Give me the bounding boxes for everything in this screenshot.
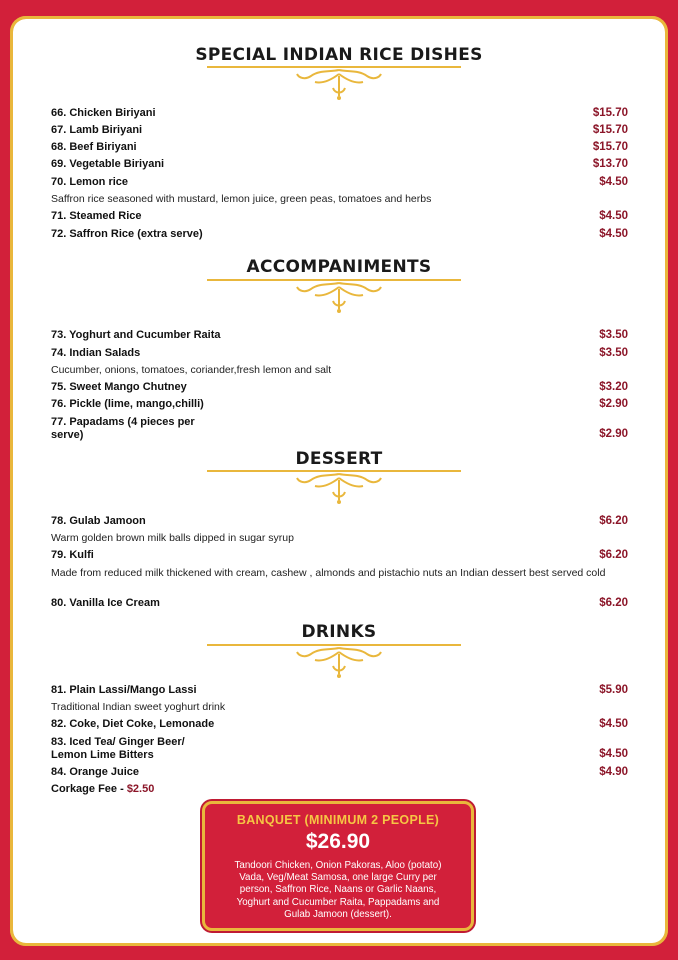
ornament-icon — [289, 470, 389, 506]
ornament-icon — [289, 66, 389, 102]
ornament-icon — [289, 644, 389, 680]
menu-item-price: $2.90 — [599, 428, 628, 440]
menu-item-name: 75. Sweet Mango Chutney — [51, 381, 187, 393]
menu-item-name: 71. Steamed Rice — [51, 210, 142, 222]
menu-item-name: 68. Beef Biriyani — [51, 141, 137, 153]
menu-item-name: 80. Vanilla Ice Cream — [51, 597, 160, 609]
menu-item-price: $5.90 — [599, 684, 628, 696]
menu-item-price: $15.70 — [592, 107, 628, 119]
menu-item-name: 74. Indian Salads — [51, 347, 141, 359]
frame-corner — [10, 913, 43, 946]
menu-item-description: Saffron rice seasoned with mustard, lemon juice, green peas, tomatoes and herbs — [51, 193, 432, 205]
menu-item-name: 70. Lemon rice — [51, 176, 129, 188]
banquet-title: BANQUET (MINIMUM 2 PEOPLE) — [236, 813, 440, 827]
menu-item-name: 79. Kulfi — [51, 549, 94, 561]
section-title-rice: SPECIAL INDIAN RICE DISHES — [195, 45, 483, 65]
menu-item-name: 72. Saffron Rice (extra serve) — [51, 228, 203, 240]
menu-item-price: $4.90 — [599, 766, 628, 778]
menu-item-name: 67. Lamb Biriyani — [51, 124, 143, 136]
menu-item-price: $15.70 — [592, 141, 628, 153]
frame-corner — [635, 913, 668, 946]
menu-item-name: 66. Chicken Biriyani — [51, 107, 156, 119]
menu-item-description: Traditional Indian sweet yoghurt drink — [51, 701, 226, 713]
banquet-description: Tandoori Chicken, Onion Pakoras, Aloo (potato) Vada, Veg/Meat Samosa, one large Curry per person, Saffron Rice, Naans or Garlic Naans, Yoghurt and Cucumber Raita, Pappadams and Gulab Jamoon (dessert). — [234, 860, 442, 920]
menu-item-name: 83. Iced Tea/ Ginger Beer/ Lemon Lime Bitters — [51, 736, 185, 761]
menu-item-description: Warm golden brown milk balls dipped in sugar syrup — [51, 532, 294, 544]
section-title-dessert: DESSERT — [295, 449, 383, 469]
menu-item-name: 78. Gulab Jamoon — [51, 515, 146, 527]
menu-item-price: $4.50 — [599, 228, 628, 240]
menu-item-price: $3.20 — [599, 381, 628, 393]
corkage-label: Corkage Fee - — [51, 783, 127, 795]
menu-item-price: $4.50 — [599, 748, 628, 760]
menu-item-price: $3.50 — [599, 329, 628, 341]
menu-item-name: 73. Yoghurt and Cucumber Raita — [51, 329, 221, 341]
section-title-drinks: DRINKS — [301, 622, 377, 642]
menu-item-name: 81. Plain Lassi/Mango Lassi — [51, 684, 197, 696]
banquet-box — [202, 801, 474, 931]
menu-item-price: $6.20 — [599, 597, 628, 609]
menu-item-price: $2.90 — [599, 398, 628, 410]
menu-item-price: $6.20 — [599, 515, 628, 527]
menu-item-price: $15.70 — [592, 124, 628, 136]
menu-item-name: 82. Coke, Diet Coke, Lemonade — [51, 718, 215, 730]
menu-item-name: 76. Pickle (lime, mango,chilli) — [51, 398, 204, 410]
section-title-accompaniments: ACCOMPANIMENTS — [246, 257, 432, 277]
banquet-price: $26.90 — [305, 830, 371, 853]
menu-item-price: $4.50 — [599, 176, 628, 188]
corkage-price: $2.50 — [126, 783, 155, 795]
menu-item-description: Cucumber, onions, tomatoes, coriander,fresh lemon and salt — [51, 364, 332, 376]
menu-item-name: 84. Orange Juice — [51, 766, 140, 778]
menu-item-description: Made from reduced milk thickened with cream, cashew , almonds and pistachio nuts an Indian dessert best served cold — [51, 567, 606, 579]
menu-item-price: $13.70 — [592, 158, 628, 170]
menu-item-name: 77. Papadams (4 pieces per serve) — [51, 416, 195, 441]
ornament-icon — [289, 279, 389, 315]
menu-item-price: $3.50 — [599, 347, 628, 359]
menu-item-price: $4.50 — [599, 210, 628, 222]
menu-item-price: $6.20 — [599, 549, 628, 561]
menu-item-price: $4.50 — [599, 718, 628, 730]
menu-item-name: 69. Vegetable Biriyani — [51, 158, 165, 170]
